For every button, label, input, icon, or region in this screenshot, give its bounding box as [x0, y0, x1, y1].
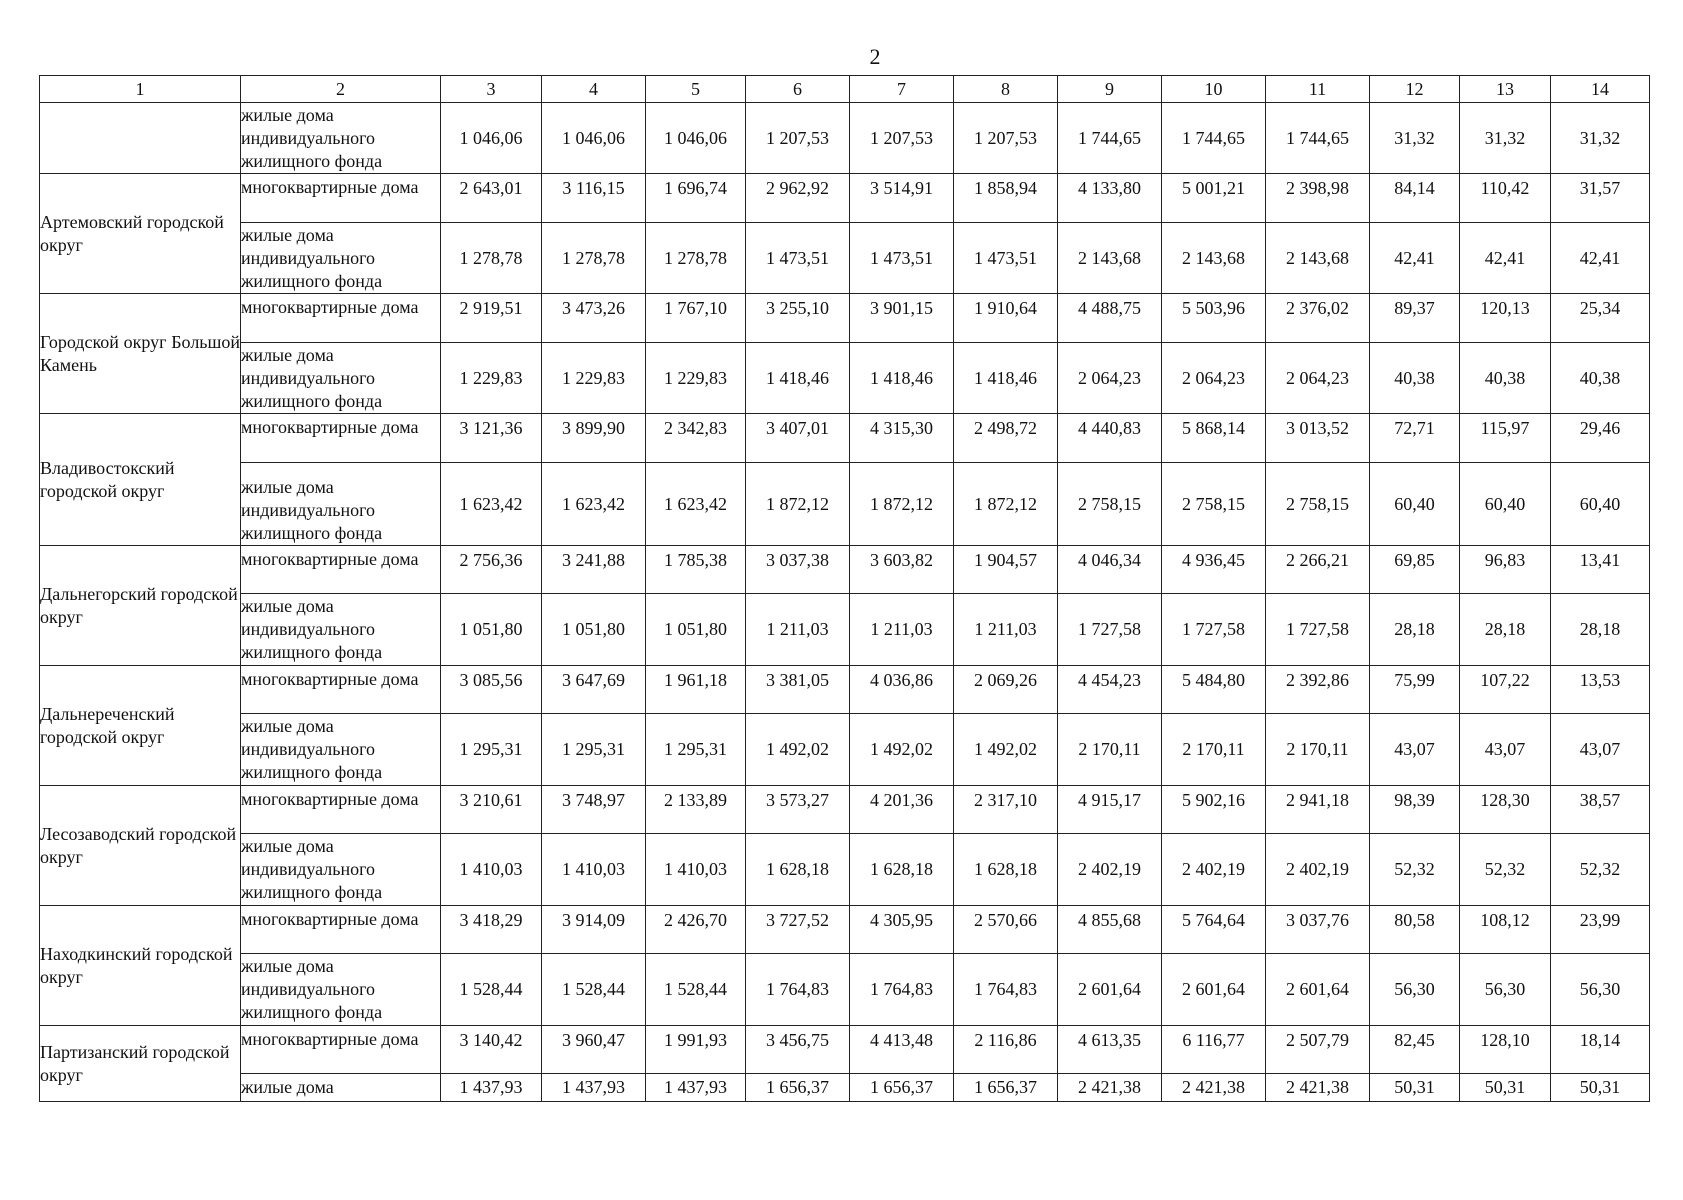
value-cell: 3 140,42 [441, 1026, 542, 1074]
value-cell: 1 437,93 [542, 1074, 646, 1102]
value-cell: 1 473,51 [850, 223, 954, 294]
value-cell: 3 514,91 [850, 174, 954, 223]
value-cell: 2 170,11 [1058, 714, 1162, 786]
value-cell: 56,30 [1460, 954, 1551, 1026]
value-cell: 1 904,57 [954, 546, 1058, 594]
column-number: 2 [241, 76, 441, 103]
value-cell: 52,32 [1460, 834, 1551, 906]
value-cell: 2 758,15 [1058, 463, 1162, 546]
value-cell: 3 418,29 [441, 906, 542, 954]
value-cell: 5 001,21 [1162, 174, 1266, 223]
value-cell: 2 266,21 [1266, 546, 1370, 594]
value-cell: 60,40 [1370, 463, 1460, 546]
value-cell: 1 744,65 [1266, 103, 1370, 174]
value-cell: 18,14 [1551, 1026, 1650, 1074]
column-number: 7 [850, 76, 954, 103]
value-cell: 1 295,31 [646, 714, 746, 786]
value-cell: 1 764,83 [954, 954, 1058, 1026]
value-cell: 2 064,23 [1058, 343, 1162, 414]
value-cell: 4 315,30 [850, 414, 954, 463]
housing-type-cell: жилые дома индивидуального жилищного фонда [241, 103, 441, 174]
value-cell: 1 207,53 [746, 103, 850, 174]
value-cell: 1 656,37 [746, 1074, 850, 1102]
value-cell: 2 402,19 [1058, 834, 1162, 906]
value-cell: 50,31 [1370, 1074, 1460, 1102]
value-cell: 43,07 [1460, 714, 1551, 786]
column-number: 4 [542, 76, 646, 103]
value-cell: 1 858,94 [954, 174, 1058, 223]
table-row [40, 546, 1650, 594]
value-cell: 1 528,44 [542, 954, 646, 1026]
value-cell: 2 601,64 [1266, 954, 1370, 1026]
value-cell: 43,07 [1551, 714, 1650, 786]
region-cell: Лесозаводский городской округ [40, 786, 241, 906]
value-cell: 1 410,03 [441, 834, 542, 906]
value-cell: 3 603,82 [850, 546, 954, 594]
value-cell: 2 498,72 [954, 414, 1058, 463]
value-cell: 31,32 [1460, 103, 1551, 174]
value-cell: 1 278,78 [542, 223, 646, 294]
value-cell: 42,41 [1460, 223, 1551, 294]
value-cell: 2 133,89 [646, 786, 746, 834]
table-row [40, 414, 1650, 463]
housing-type-cell: многоквартирные дома [241, 294, 441, 343]
value-cell: 3 901,15 [850, 294, 954, 343]
housing-type-cell: жилые дома индивидуального жилищного фонда [241, 714, 441, 786]
value-cell: 107,22 [1460, 666, 1551, 714]
value-cell: 31,57 [1551, 174, 1650, 223]
value-cell: 40,38 [1370, 343, 1460, 414]
value-cell: 2 421,38 [1058, 1074, 1162, 1102]
value-cell: 1 492,02 [850, 714, 954, 786]
value-cell: 4 201,36 [850, 786, 954, 834]
value-cell: 1 785,38 [646, 546, 746, 594]
value-cell: 2 170,11 [1162, 714, 1266, 786]
table-row [40, 174, 1650, 223]
value-cell: 1 872,12 [954, 463, 1058, 546]
value-cell: 2 402,19 [1266, 834, 1370, 906]
column-number: 11 [1266, 76, 1370, 103]
value-cell: 69,85 [1370, 546, 1460, 594]
value-cell: 5 902,16 [1162, 786, 1266, 834]
value-cell: 3 573,27 [746, 786, 850, 834]
column-number: 6 [746, 76, 850, 103]
column-number: 14 [1551, 76, 1650, 103]
value-cell: 2 758,15 [1162, 463, 1266, 546]
value-cell: 2 398,98 [1266, 174, 1370, 223]
value-cell: 3 647,69 [542, 666, 646, 714]
value-cell: 1 437,93 [646, 1074, 746, 1102]
value-cell: 56,30 [1370, 954, 1460, 1026]
value-cell: 3 456,75 [746, 1026, 850, 1074]
table-row [40, 294, 1650, 343]
value-cell: 3 121,36 [441, 414, 542, 463]
value-cell: 89,37 [1370, 294, 1460, 343]
value-cell: 4 454,23 [1058, 666, 1162, 714]
value-cell: 2 601,64 [1162, 954, 1266, 1026]
value-cell: 1 767,10 [646, 294, 746, 343]
value-cell: 28,18 [1460, 594, 1551, 666]
value-cell: 28,18 [1551, 594, 1650, 666]
value-cell: 4 613,35 [1058, 1026, 1162, 1074]
column-number: 8 [954, 76, 1058, 103]
value-cell: 5 503,96 [1162, 294, 1266, 343]
value-cell: 60,40 [1460, 463, 1551, 546]
value-cell: 1 295,31 [441, 714, 542, 786]
value-cell: 1 418,46 [954, 343, 1058, 414]
value-cell: 1 046,06 [646, 103, 746, 174]
value-cell: 1 278,78 [441, 223, 542, 294]
value-cell: 2 376,02 [1266, 294, 1370, 343]
column-number: 5 [646, 76, 746, 103]
value-cell: 2 919,51 [441, 294, 542, 343]
value-cell: 3 037,38 [746, 546, 850, 594]
value-cell: 2 170,11 [1266, 714, 1370, 786]
column-number-row [40, 76, 1650, 103]
value-cell: 1 910,64 [954, 294, 1058, 343]
value-cell: 3 210,61 [441, 786, 542, 834]
value-cell: 2 507,79 [1266, 1026, 1370, 1074]
value-cell: 1 528,44 [646, 954, 746, 1026]
value-cell: 2 064,23 [1162, 343, 1266, 414]
housing-type-cell: жилые дома индивидуального жилищного фонда [241, 834, 441, 906]
value-cell: 2 758,15 [1266, 463, 1370, 546]
value-cell: 3 407,01 [746, 414, 850, 463]
value-cell: 72,71 [1370, 414, 1460, 463]
value-cell: 1 046,06 [441, 103, 542, 174]
value-cell: 31,32 [1551, 103, 1650, 174]
value-cell: 3 037,76 [1266, 906, 1370, 954]
value-cell: 1 051,80 [542, 594, 646, 666]
value-cell: 1 418,46 [746, 343, 850, 414]
housing-type-cell: жилые дома индивидуального жилищного фонда [241, 594, 441, 666]
value-cell: 1 991,93 [646, 1026, 746, 1074]
value-cell: 4 488,75 [1058, 294, 1162, 343]
value-cell: 1 051,80 [441, 594, 542, 666]
value-cell: 2 643,01 [441, 174, 542, 223]
value-cell: 1 696,74 [646, 174, 746, 223]
housing-type-cell: жилые дома индивидуального жилищного фонда [241, 223, 441, 294]
table-row [40, 463, 1650, 546]
value-cell: 1 727,58 [1058, 594, 1162, 666]
value-cell: 1 410,03 [542, 834, 646, 906]
value-cell: 2 426,70 [646, 906, 746, 954]
value-cell: 98,39 [1370, 786, 1460, 834]
value-cell: 1 727,58 [1162, 594, 1266, 666]
value-cell: 128,30 [1460, 786, 1551, 834]
table-row [40, 594, 1650, 666]
housing-type-cell: многоквартирные дома [241, 1026, 441, 1074]
region-cell: Находкинский городской округ [40, 906, 241, 1026]
region-cell [40, 103, 241, 174]
table-row [40, 786, 1650, 834]
value-cell: 3 116,15 [542, 174, 646, 223]
value-cell: 28,18 [1370, 594, 1460, 666]
value-cell: 1 961,18 [646, 666, 746, 714]
value-cell: 3 013,52 [1266, 414, 1370, 463]
region-cell: Дальнереченский городской округ [40, 666, 241, 786]
value-cell: 1 623,42 [646, 463, 746, 546]
value-cell: 40,38 [1460, 343, 1551, 414]
value-cell: 110,42 [1460, 174, 1551, 223]
value-cell: 25,34 [1551, 294, 1650, 343]
value-cell: 31,32 [1370, 103, 1460, 174]
value-cell: 2 143,68 [1162, 223, 1266, 294]
value-cell: 1 528,44 [441, 954, 542, 1026]
value-cell: 4 855,68 [1058, 906, 1162, 954]
value-cell: 2 143,68 [1266, 223, 1370, 294]
value-cell: 2 601,64 [1058, 954, 1162, 1026]
value-cell: 38,57 [1551, 786, 1650, 834]
value-cell: 1 051,80 [646, 594, 746, 666]
table-row [40, 343, 1650, 414]
value-cell: 1 229,83 [542, 343, 646, 414]
value-cell: 1 623,42 [441, 463, 542, 546]
value-cell: 2 941,18 [1266, 786, 1370, 834]
value-cell: 1 744,65 [1162, 103, 1266, 174]
value-cell: 1 656,37 [850, 1074, 954, 1102]
value-cell: 2 392,86 [1266, 666, 1370, 714]
value-cell: 23,99 [1551, 906, 1650, 954]
value-cell: 3 241,88 [542, 546, 646, 594]
page-number: 2 [869, 44, 881, 69]
value-cell: 1 410,03 [646, 834, 746, 906]
value-cell: 4 915,17 [1058, 786, 1162, 834]
value-cell: 1 211,03 [954, 594, 1058, 666]
value-cell: 52,32 [1551, 834, 1650, 906]
value-cell: 2 421,38 [1266, 1074, 1370, 1102]
value-cell: 1 628,18 [954, 834, 1058, 906]
housing-type-cell: жилые дома индивидуального жилищного фонда [241, 463, 441, 546]
value-cell: 52,32 [1370, 834, 1460, 906]
value-cell: 2 069,26 [954, 666, 1058, 714]
value-cell: 1 211,03 [850, 594, 954, 666]
value-cell: 5 868,14 [1162, 414, 1266, 463]
housing-type-cell: многоквартирные дома [241, 906, 441, 954]
value-cell: 1 437,93 [441, 1074, 542, 1102]
value-cell: 1 278,78 [646, 223, 746, 294]
value-cell: 75,99 [1370, 666, 1460, 714]
value-cell: 50,31 [1460, 1074, 1551, 1102]
column-number: 3 [441, 76, 542, 103]
table-row [40, 1026, 1650, 1074]
housing-type-cell: многоквартирные дома [241, 546, 441, 594]
value-cell: 1 744,65 [1058, 103, 1162, 174]
value-cell: 82,45 [1370, 1026, 1460, 1074]
value-cell: 96,83 [1460, 546, 1551, 594]
table-row [40, 666, 1650, 714]
value-cell: 3 255,10 [746, 294, 850, 343]
region-cell: Дальнегорский городской округ [40, 546, 241, 666]
value-cell: 3 381,05 [746, 666, 850, 714]
value-cell: 13,41 [1551, 546, 1650, 594]
value-cell: 1 207,53 [850, 103, 954, 174]
value-cell: 120,13 [1460, 294, 1551, 343]
value-cell: 1 046,06 [542, 103, 646, 174]
housing-type-cell: многоквартирные дома [241, 786, 441, 834]
value-cell: 50,31 [1551, 1074, 1650, 1102]
value-cell: 3 914,09 [542, 906, 646, 954]
value-cell: 2 342,83 [646, 414, 746, 463]
value-cell: 4 133,80 [1058, 174, 1162, 223]
value-cell: 3 473,26 [542, 294, 646, 343]
value-cell: 4 036,86 [850, 666, 954, 714]
value-cell: 5 484,80 [1162, 666, 1266, 714]
value-cell: 2 116,86 [954, 1026, 1058, 1074]
value-cell: 1 492,02 [746, 714, 850, 786]
value-cell: 2 570,66 [954, 906, 1058, 954]
region-cell: Партизанский городской округ [40, 1026, 241, 1102]
value-cell: 1 628,18 [746, 834, 850, 906]
value-cell: 60,40 [1551, 463, 1650, 546]
value-cell: 115,97 [1460, 414, 1551, 463]
table-row [40, 834, 1650, 906]
value-cell: 1 623,42 [542, 463, 646, 546]
value-cell: 2 756,36 [441, 546, 542, 594]
value-cell: 1 764,83 [746, 954, 850, 1026]
table-row [40, 223, 1650, 294]
value-cell: 2 143,68 [1058, 223, 1162, 294]
value-cell: 42,41 [1551, 223, 1650, 294]
value-cell: 1 473,51 [954, 223, 1058, 294]
value-cell: 3 085,56 [441, 666, 542, 714]
value-cell: 2 402,19 [1162, 834, 1266, 906]
table-row [40, 906, 1650, 954]
value-cell: 2 962,92 [746, 174, 850, 223]
value-cell: 1 295,31 [542, 714, 646, 786]
value-cell: 3 727,52 [746, 906, 850, 954]
column-number: 12 [1370, 76, 1460, 103]
value-cell: 4 046,34 [1058, 546, 1162, 594]
value-cell: 40,38 [1551, 343, 1650, 414]
table-row [40, 103, 1650, 174]
value-cell: 29,46 [1551, 414, 1650, 463]
value-cell: 1 872,12 [746, 463, 850, 546]
region-cell: Артемовский городской округ [40, 174, 241, 294]
value-cell: 4 936,45 [1162, 546, 1266, 594]
value-cell: 84,14 [1370, 174, 1460, 223]
value-cell: 80,58 [1370, 906, 1460, 954]
housing-type-cell: многоквартирные дома [241, 174, 441, 223]
tariff-table [39, 75, 1650, 1102]
table-row [40, 1074, 1650, 1102]
column-number: 10 [1162, 76, 1266, 103]
value-cell: 56,30 [1551, 954, 1650, 1026]
value-cell: 2 064,23 [1266, 343, 1370, 414]
housing-type-cell: жилые дома [241, 1074, 441, 1102]
housing-type-cell: жилые дома индивидуального жилищного фонда [241, 954, 441, 1026]
value-cell: 1 229,83 [441, 343, 542, 414]
value-cell: 4 440,83 [1058, 414, 1162, 463]
value-cell: 2 421,38 [1162, 1074, 1266, 1102]
housing-type-cell: многоквартирные дома [241, 666, 441, 714]
column-number: 13 [1460, 76, 1551, 103]
value-cell: 1 229,83 [646, 343, 746, 414]
value-cell: 1 418,46 [850, 343, 954, 414]
region-cell: Городской округ Большой Камень [40, 294, 241, 414]
value-cell: 1 628,18 [850, 834, 954, 906]
value-cell: 43,07 [1370, 714, 1460, 786]
table-row [40, 954, 1650, 1026]
value-cell: 108,12 [1460, 906, 1551, 954]
housing-type-cell: многоквартирные дома [241, 414, 441, 463]
column-number: 1 [40, 76, 241, 103]
value-cell: 4 305,95 [850, 906, 954, 954]
value-cell: 1 727,58 [1266, 594, 1370, 666]
housing-type-cell: жилые дома индивидуального жилищного фонда [241, 343, 441, 414]
value-cell: 3 899,90 [542, 414, 646, 463]
value-cell: 1 211,03 [746, 594, 850, 666]
value-cell: 1 872,12 [850, 463, 954, 546]
region-cell: Владивостокский городской округ [40, 414, 241, 546]
value-cell: 1 207,53 [954, 103, 1058, 174]
column-number: 9 [1058, 76, 1162, 103]
value-cell: 2 317,10 [954, 786, 1058, 834]
table-row [40, 714, 1650, 786]
value-cell: 3 960,47 [542, 1026, 646, 1074]
value-cell: 42,41 [1370, 223, 1460, 294]
value-cell: 6 116,77 [1162, 1026, 1266, 1074]
value-cell: 1 473,51 [746, 223, 850, 294]
value-cell: 4 413,48 [850, 1026, 954, 1074]
value-cell: 128,10 [1460, 1026, 1551, 1074]
value-cell: 1 492,02 [954, 714, 1058, 786]
value-cell: 1 764,83 [850, 954, 954, 1026]
value-cell: 1 656,37 [954, 1074, 1058, 1102]
value-cell: 3 748,97 [542, 786, 646, 834]
value-cell: 13,53 [1551, 666, 1650, 714]
value-cell: 5 764,64 [1162, 906, 1266, 954]
